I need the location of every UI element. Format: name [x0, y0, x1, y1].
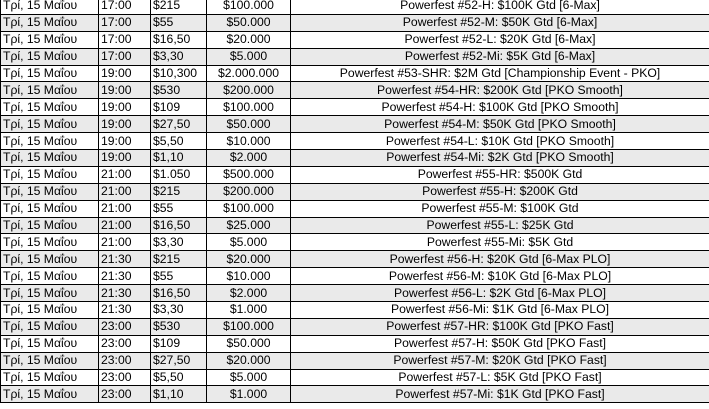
buyin-cell: $3,30: [151, 302, 207, 319]
time-cell: 23:00: [99, 318, 151, 335]
event-name-cell: Powerfest #55-L: $25K Gtd: [291, 217, 709, 234]
table-row: [1, 285, 709, 302]
guarantee-cell: $2.000: [207, 150, 291, 167]
event-name-cell: Powerfest #52-L: $20K Gtd [6-Max]: [291, 31, 709, 48]
guarantee-cell: $50.000: [207, 14, 291, 31]
table-row: [1, 183, 709, 200]
table-row: [1, 352, 709, 369]
buyin-cell: $3,30: [151, 48, 207, 65]
time-cell: 17:00: [99, 48, 151, 65]
time-cell: 21:30: [99, 302, 151, 319]
event-name-cell: Powerfest #52-M: $50K Gtd [6-Max]: [291, 14, 709, 31]
date-cell: Τρί, 15 Μαΐου: [1, 268, 99, 285]
table-row: [1, 48, 709, 65]
table-row: [1, 99, 709, 116]
event-name-cell: Powerfest #54-L: $10K Gtd [PKO Smooth]: [291, 133, 709, 150]
event-name-cell: Powerfest #54-H: $100K Gtd [PKO Smooth]: [291, 99, 709, 116]
event-name-cell: Powerfest #55-HR: $500K Gtd: [291, 166, 709, 183]
time-cell: 21:30: [99, 251, 151, 268]
table-row: [1, 335, 709, 352]
event-name-cell: Powerfest #55-H: $200K Gtd: [291, 183, 709, 200]
event-name-cell: Powerfest #57-H: $50K Gtd [PKO Fast]: [291, 335, 709, 352]
date-cell: Τρί, 15 Μαΐου: [1, 31, 99, 48]
table-row: [1, 386, 709, 403]
guarantee-cell: $2.000: [207, 285, 291, 302]
date-cell: Τρί, 15 Μαΐου: [1, 183, 99, 200]
table-row: [1, 133, 709, 150]
table-row: [1, 116, 709, 133]
date-cell: Τρί, 15 Μαΐου: [1, 352, 99, 369]
time-cell: 21:00: [99, 166, 151, 183]
time-cell: 23:00: [99, 369, 151, 386]
date-cell: Τρί, 15 Μαΐου: [1, 251, 99, 268]
table-row: [1, 268, 709, 285]
guarantee-cell: $100.000: [207, 200, 291, 217]
event-name-cell: Powerfest #55-Mi: $5K Gtd: [291, 234, 709, 251]
buyin-cell: $3,30: [151, 234, 207, 251]
guarantee-cell: $500.000: [207, 166, 291, 183]
date-cell: Τρί, 15 Μαΐου: [1, 82, 99, 99]
buyin-cell: $530: [151, 318, 207, 335]
guarantee-cell: $50.000: [207, 335, 291, 352]
date-cell: Τρί, 15 Μαΐου: [1, 369, 99, 386]
buyin-cell: $1,10: [151, 150, 207, 167]
event-name-cell: Powerfest #54-HR: $200K Gtd [PKO Smooth]: [291, 82, 709, 99]
guarantee-cell: $10.000: [207, 268, 291, 285]
buyin-cell: $27,50: [151, 352, 207, 369]
event-name-cell: Powerfest #52-H: $100K Gtd [6-Max]: [291, 0, 709, 14]
guarantee-cell: $20.000: [207, 31, 291, 48]
guarantee-cell: $100.000: [207, 0, 291, 14]
time-cell: 17:00: [99, 0, 151, 14]
guarantee-cell: $5.000: [207, 48, 291, 65]
buyin-cell: $1,10: [151, 386, 207, 403]
table-row: [1, 251, 709, 268]
table-row: [1, 0, 709, 14]
table-row: [1, 150, 709, 167]
event-name-cell: Powerfest #54-Mi: $2K Gtd [PKO Smooth]: [291, 150, 709, 167]
buyin-cell: $109: [151, 335, 207, 352]
guarantee-cell: $10.000: [207, 133, 291, 150]
date-cell: Τρί, 15 Μαΐου: [1, 285, 99, 302]
time-cell: 19:00: [99, 133, 151, 150]
date-cell: Τρί, 15 Μαΐου: [1, 65, 99, 82]
table-row: [1, 200, 709, 217]
time-cell: 21:00: [99, 200, 151, 217]
buyin-cell: $215: [151, 0, 207, 14]
buyin-cell: $5,50: [151, 369, 207, 386]
guarantee-cell: $1.000: [207, 386, 291, 403]
date-cell: Τρί, 15 Μαΐου: [1, 234, 99, 251]
event-name-cell: Powerfest #56-M: $10K Gtd [6-Max PLO]: [291, 268, 709, 285]
event-name-cell: Powerfest #57-Mi: $1K Gtd [PKO Fast]: [291, 386, 709, 403]
time-cell: 19:00: [99, 116, 151, 133]
buyin-cell: $10,300: [151, 65, 207, 82]
buyin-cell: $215: [151, 183, 207, 200]
time-cell: 21:00: [99, 217, 151, 234]
time-cell: 19:00: [99, 99, 151, 116]
event-name-cell: Powerfest #57-HR: $100K Gtd [PKO Fast]: [291, 318, 709, 335]
time-cell: 21:00: [99, 234, 151, 251]
guarantee-cell: $25.000: [207, 217, 291, 234]
date-cell: Τρί, 15 Μαΐου: [1, 335, 99, 352]
time-cell: 21:30: [99, 285, 151, 302]
buyin-cell: $55: [151, 268, 207, 285]
table-row: [1, 65, 709, 82]
buyin-cell: $16,50: [151, 217, 207, 234]
table-row: [1, 14, 709, 31]
date-cell: Τρί, 15 Μαΐου: [1, 48, 99, 65]
buyin-cell: $27,50: [151, 116, 207, 133]
buyin-cell: $16,50: [151, 285, 207, 302]
table-row: [1, 302, 709, 319]
guarantee-cell: $5.000: [207, 369, 291, 386]
buyin-cell: $1.050: [151, 166, 207, 183]
table-row: [1, 166, 709, 183]
event-name-cell: Powerfest #53-SHR: $2M Gtd [Championship Event - PKO]: [291, 65, 709, 82]
time-cell: 17:00: [99, 31, 151, 48]
buyin-cell: $55: [151, 200, 207, 217]
date-cell: Τρί, 15 Μαΐου: [1, 14, 99, 31]
time-cell: 17:00: [99, 14, 151, 31]
date-cell: Τρί, 15 Μαΐου: [1, 133, 99, 150]
time-cell: 23:00: [99, 352, 151, 369]
time-cell: 19:00: [99, 150, 151, 167]
buyin-cell: $16,50: [151, 31, 207, 48]
table-row: [1, 82, 709, 99]
event-name-cell: Powerfest #56-H: $20K Gtd [6-Max PLO]: [291, 251, 709, 268]
date-cell: Τρί, 15 Μαΐου: [1, 116, 99, 133]
time-cell: 19:00: [99, 82, 151, 99]
buyin-cell: $109: [151, 99, 207, 116]
guarantee-cell: $100.000: [207, 99, 291, 116]
table-row: [1, 369, 709, 386]
guarantee-cell: $100.000: [207, 318, 291, 335]
buyin-cell: $55: [151, 14, 207, 31]
date-cell: Τρί, 15 Μαΐου: [1, 166, 99, 183]
schedule-table-body: [1, 0, 709, 403]
date-cell: Τρί, 15 Μαΐου: [1, 99, 99, 116]
date-cell: Τρί, 15 Μαΐου: [1, 150, 99, 167]
event-name-cell: Powerfest #57-L: $5K Gtd [PKO Fast]: [291, 369, 709, 386]
event-name-cell: Powerfest #55-M: $100K Gtd: [291, 200, 709, 217]
guarantee-cell: $200.000: [207, 82, 291, 99]
guarantee-cell: $2.000.000: [207, 65, 291, 82]
guarantee-cell: $20.000: [207, 352, 291, 369]
table-row: [1, 234, 709, 251]
time-cell: 23:00: [99, 335, 151, 352]
time-cell: 21:00: [99, 183, 151, 200]
event-name-cell: Powerfest #56-L: $2K Gtd [6-Max PLO]: [291, 285, 709, 302]
table-row: [1, 31, 709, 48]
event-name-cell: Powerfest #56-Mi: $1K Gtd [6-Max PLO]: [291, 302, 709, 319]
time-cell: 21:30: [99, 268, 151, 285]
date-cell: Τρί, 15 Μαΐου: [1, 318, 99, 335]
guarantee-cell: $200.000: [207, 183, 291, 200]
guarantee-cell: $20.000: [207, 251, 291, 268]
buyin-cell: $5,50: [151, 133, 207, 150]
buyin-cell: $530: [151, 82, 207, 99]
date-cell: Τρί, 15 Μαΐου: [1, 302, 99, 319]
date-cell: Τρί, 15 Μαΐου: [1, 200, 99, 217]
table-row: [1, 318, 709, 335]
buyin-cell: $215: [151, 251, 207, 268]
time-cell: 23:00: [99, 386, 151, 403]
date-cell: Τρί, 15 Μαΐου: [1, 0, 99, 14]
event-name-cell: Powerfest #54-M: $50K Gtd [PKO Smooth]: [291, 116, 709, 133]
event-name-cell: Powerfest #52-Mi: $5K Gtd [6-Max]: [291, 48, 709, 65]
guarantee-cell: $5.000: [207, 234, 291, 251]
guarantee-cell: $1.000: [207, 302, 291, 319]
table-row: [1, 217, 709, 234]
event-name-cell: Powerfest #57-M: $20K Gtd [PKO Fast]: [291, 352, 709, 369]
date-cell: Τρί, 15 Μαΐου: [1, 217, 99, 234]
time-cell: 19:00: [99, 65, 151, 82]
date-cell: Τρί, 15 Μαΐου: [1, 386, 99, 403]
guarantee-cell: $50.000: [207, 116, 291, 133]
